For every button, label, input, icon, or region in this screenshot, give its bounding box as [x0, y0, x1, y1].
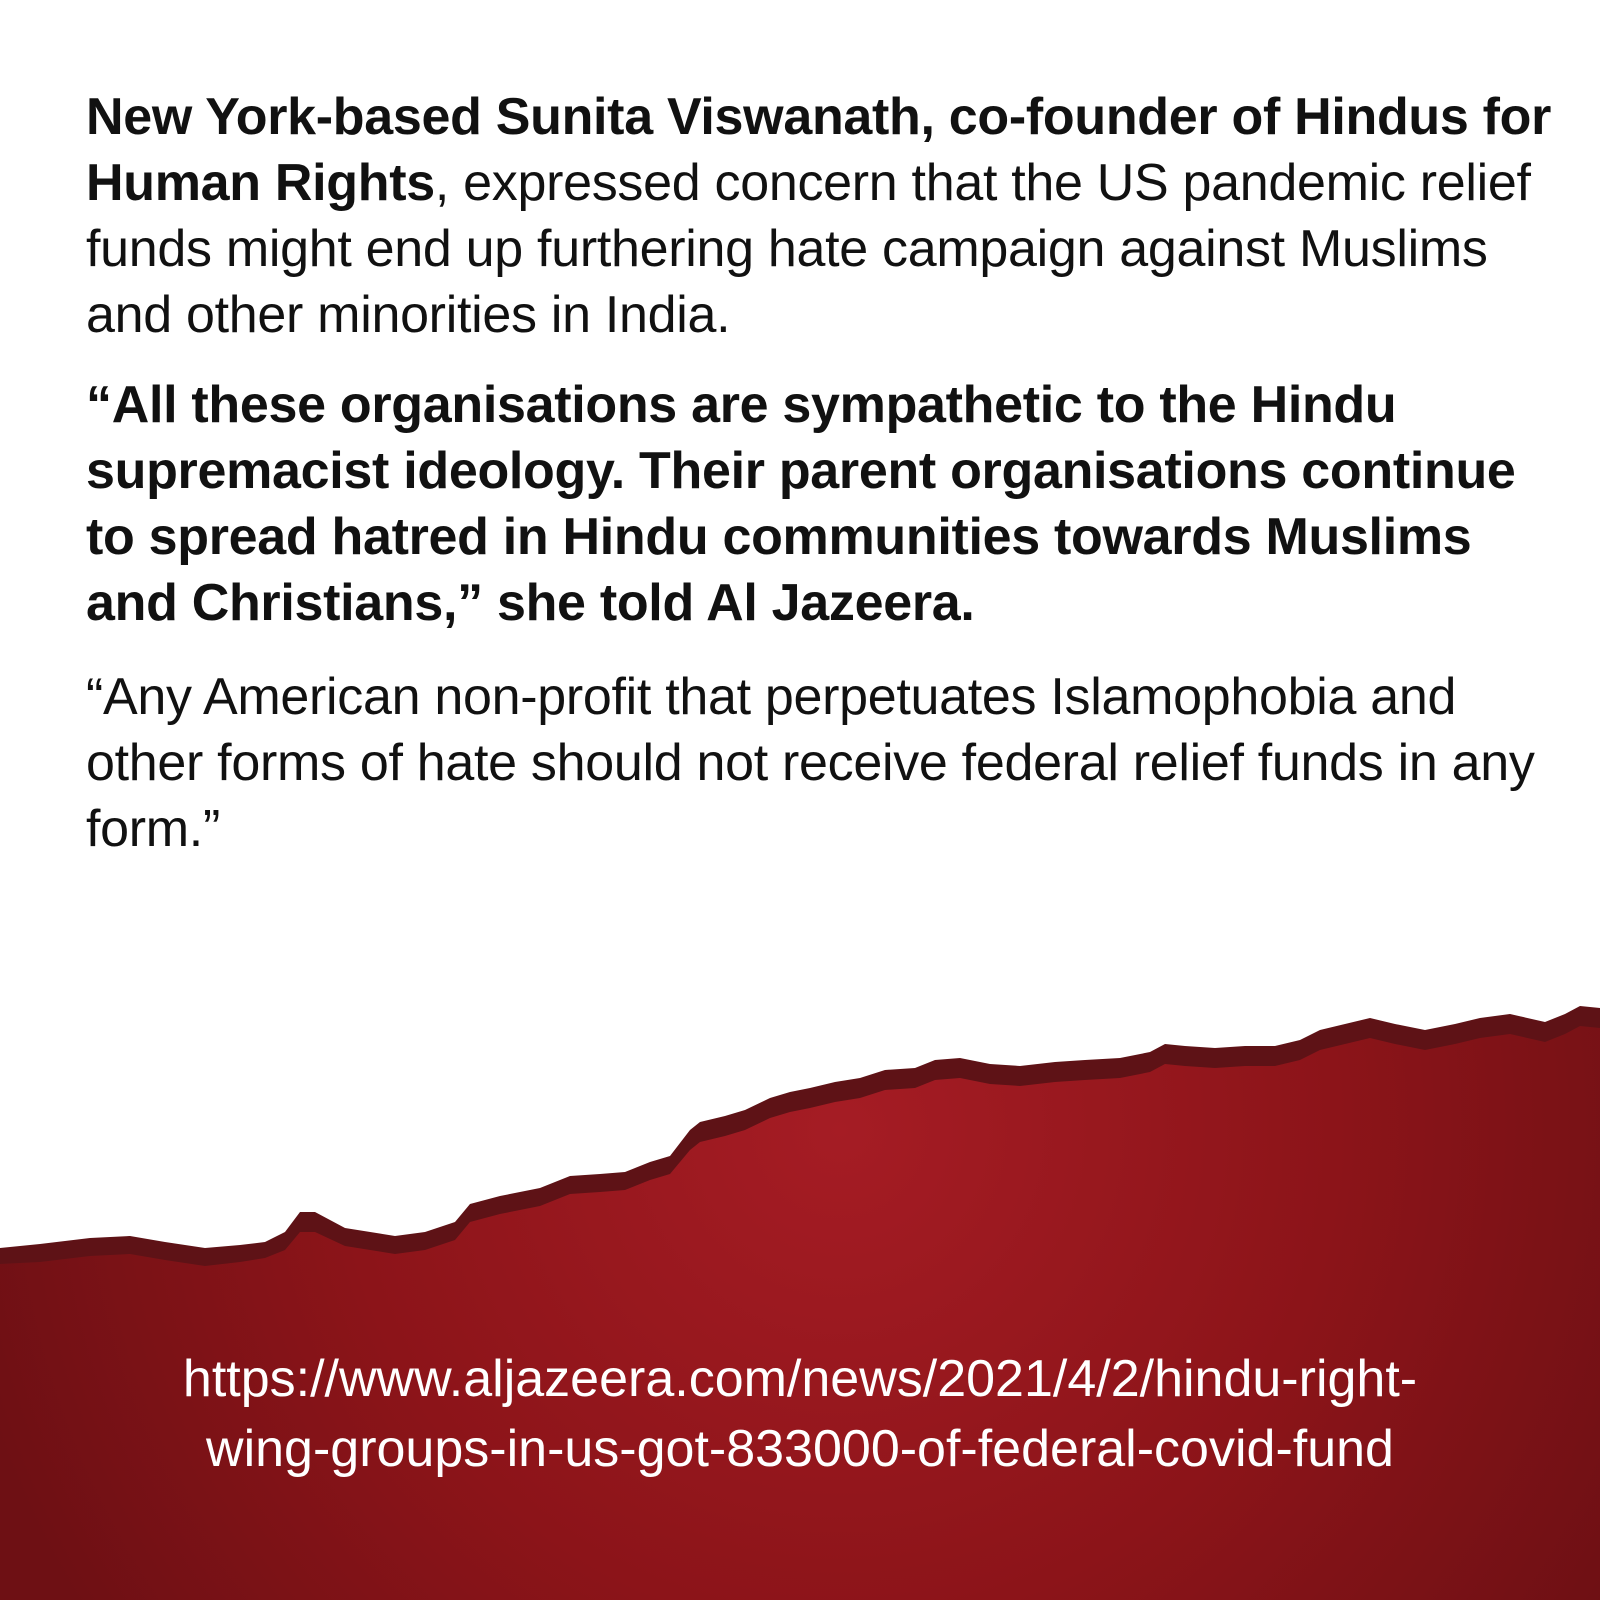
source-url-line-2[interactable]: wing-groups-in-us-got-833000-of-federal-covid-fund — [206, 1420, 1394, 1478]
source-url[interactable] — [40, 1344, 1560, 1484]
intro-body-text: , expressed concern that the US pandemic relief funds might end up furthering hate campaign against Muslims and other minorities in India. — [86, 154, 1531, 344]
bold-quote-paragraph: “All these organisations are sympathetic to the Hindu supremacist ideology. Their parent organisations continue to spread hatred in Hindu communities towards Muslims and Christians,” she told Al Jazeera. — [86, 376, 1516, 632]
closing-quote-paragraph: “Any American non-profit that perpetuates Islamophobia and other forms of hate should not receive federal relief funds in any form.” — [86, 668, 1535, 858]
source-url-line-1[interactable]: https://www.aljazeera.com/news/2021/4/2/hindu-right- — [182, 1350, 1418, 1408]
intro-bold-lead: New York-based Sunita Viswanath, co-founder of Hindus for Human Rights — [86, 88, 1552, 212]
terrain-fill — [0, 1026, 1600, 1600]
